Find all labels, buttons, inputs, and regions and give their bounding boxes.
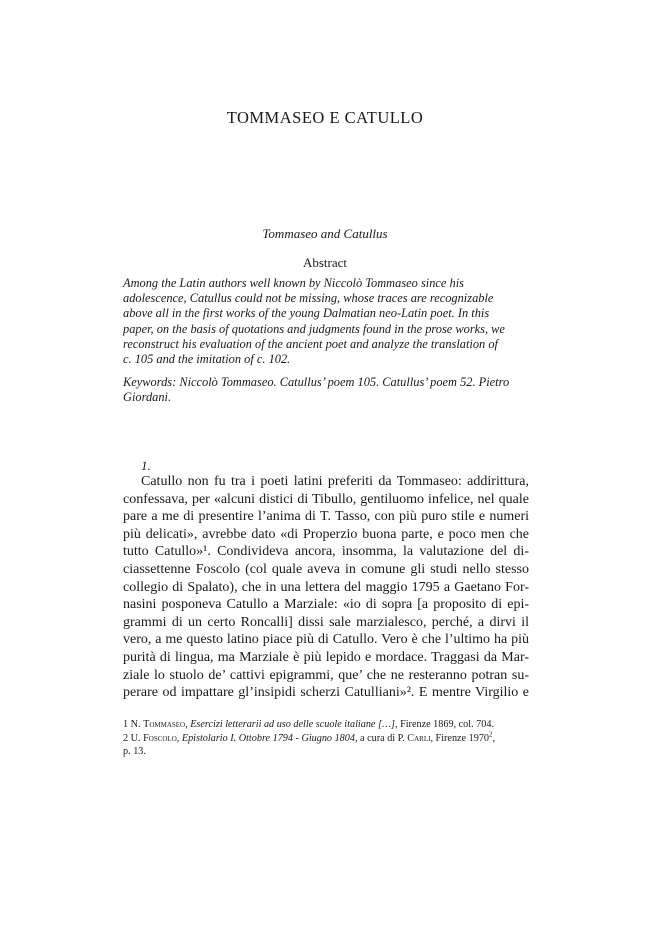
abstract-line: Among the Latin authors well known by Niccolò Tommaseo since his — [123, 276, 464, 290]
footnote-author-surname: Tommaseo — [143, 719, 186, 730]
footnote-1: 1 N. Tommaseo, Esercizi letterarii ad uso delle scuole italiane […], Firenze 1869, col. 704. — [123, 719, 494, 730]
footnote-details: , a cura di P. — [354, 732, 408, 744]
footnote-author-initial: U. — [130, 732, 141, 744]
body-line: perare od impattare gl’insipidi scherzi Catulliani»². E mentre Virgilio e — [123, 685, 529, 701]
abstract-line: c. 105 and the imitation of c. 102. — [123, 352, 291, 367]
footnote-author-surname: Foscolo — [143, 732, 177, 744]
body-line: grammi di un certo Roncalli] dissi sale marzialesco, perché, a dirvi il — [123, 614, 529, 630]
footnote-edition-superscript: 2 — [489, 730, 493, 739]
footnote-number: 1 — [123, 719, 129, 730]
body-line: Catullo non fu tra i poeti latini preferiti da Tommaseo: addirittura, — [141, 474, 529, 489]
abstract-line: paper, on the basis of quotations and judgments found in the prose works, we — [123, 321, 505, 336]
footnote-details: , — [492, 732, 496, 744]
keywords — [123, 375, 529, 405]
english-subtitle: Tommaseo and Catullus — [262, 226, 388, 241]
abstract-line: adolescence, Catullus could not be missing, whose traces are recognizable — [123, 291, 494, 306]
body-line: ziale lo stuolo de’ cattivi epigrammi, que’ che ne resteranno potran su- — [123, 667, 529, 683]
footnote-2: 2 U. Foscolo, Epistolario I. Ottobre 1794 - Giugno 1804, a cura di P. Carli, Firenze 1970$^2$, — [123, 730, 496, 744]
abstract-text — [123, 276, 529, 367]
footnote-2-continuation: p. 13. — [123, 746, 146, 758]
body-line: collegio di Spalato), che in una lettera del maggio 1795 a Gaetano For- — [123, 579, 529, 595]
body-line: pare a me di presentire l’anima di T. Tasso, con più puro stile e numeri — [123, 509, 529, 525]
footnote-author-initial: N. — [130, 719, 141, 730]
page-title: TOMMASEO E CATULLO — [226, 108, 424, 127]
body-line: più delicati», avrebbe dato «di Properzio buona parte, e poco men che — [123, 526, 529, 542]
footnotes — [123, 718, 529, 759]
abstract-line: above all in the first works of the young Dalmatian neo-Latin poet. In this — [123, 306, 490, 321]
body-paragraph — [123, 473, 529, 702]
body-line: tutto Catullo»¹. Condivideva ancora, insomma, la valutazione del di- — [123, 544, 529, 560]
footnote-number: 2 — [123, 732, 129, 744]
footnote-details: , Firenze 1970 — [430, 732, 490, 744]
footnote-work-title: Esercizi letterarii ad uso delle scuole italiane […] — [190, 719, 395, 730]
body-line: ciassettenne Foscolo (col quale aveva in comune gli studi nello stesso — [123, 561, 529, 577]
body-line: nasini posponeva Catullo a Marziale: «io di sopra [a proposito di epi- — [123, 597, 529, 613]
keywords-line: Giordani. — [123, 390, 172, 405]
abstract-line: reconstruct his evaluation of the ancient poet and analyze the translation of — [123, 336, 498, 351]
body-line: vero, a me questo latino piace più di Catullo. Vero è che l’ultimo ha più — [123, 632, 529, 648]
keywords-line: Keywords: Niccolò Tommaseo. Catullus’ poem 105. Catullus’ poem 52. Pietro — [123, 375, 510, 389]
body-line: confessava, per «alcuni distici di Tibullo, gentiluomo infelice, nel quale — [123, 491, 529, 507]
section-number: 1. — [141, 458, 151, 473]
body-line: purità di lingua, ma Marziale è più lepido e mordace. Traggasi da Mar- — [123, 649, 529, 665]
footnote-details: , Firenze 1869, col. 704. — [394, 719, 494, 730]
footnote-editor-surname: Carli — [407, 732, 431, 744]
abstract-heading: Abstract — [302, 255, 348, 270]
footnote-work-title: Epistolario I. Ottobre 1794 - Giugno 1804 — [181, 732, 355, 744]
